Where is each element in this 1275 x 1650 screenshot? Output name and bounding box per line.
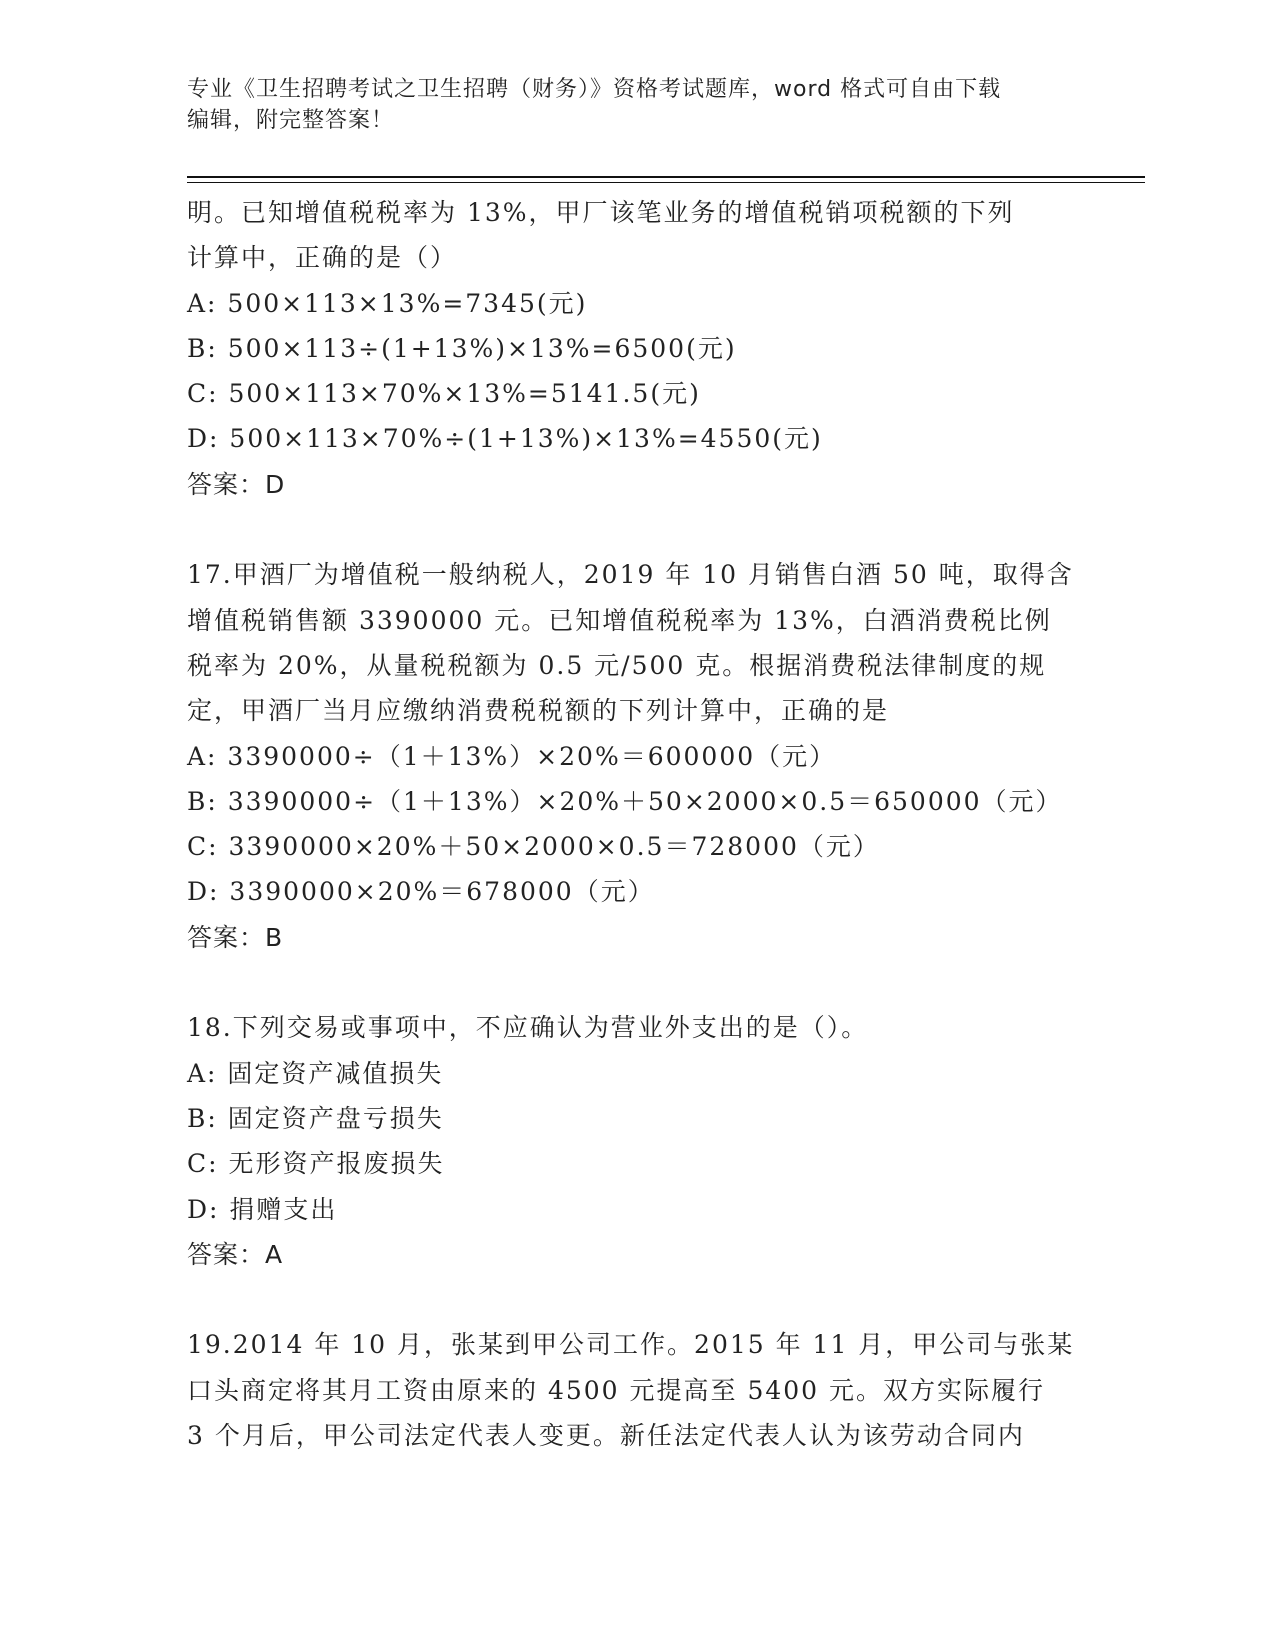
question-17-option-d: D: 3390000×20%＝678000（元）: [187, 877, 655, 907]
question-16-option-b: B: 500×113÷(1+13%)×13%=6500(元): [187, 333, 737, 363]
question-18-answer: 答案：A: [187, 1239, 284, 1269]
header-line: 编辑，附完整答案！: [187, 108, 395, 133]
question-17-option-b: B: 3390000÷（1＋13%）×20%＋50×2000×0.5＝650000（元）: [187, 786, 1063, 816]
question-16-stem: 明。已知增值税税率为 13%，甲厂该笔业务的增值税销项税额的下列: [187, 198, 1015, 227]
question-18-option-c: C: 无形资产报废损失: [187, 1149, 445, 1179]
page-header: [187, 74, 1067, 136]
question-17-stem: 17.甲酒厂为增值税一般纳税人，2019 年 10 月销售白酒 50 吨，取得含: [187, 560, 1074, 590]
spacer: [187, 960, 1087, 1005]
document-body: [187, 190, 1087, 1458]
question-16-option-d: D: 500×113×70%÷(1+13%)×13%=4550(元): [187, 424, 823, 454]
question-19-stem: 3 个月后，甲公司法定代表人变更。新任法定代表人认为该劳动合同内: [187, 1421, 1025, 1451]
question-16-option-a: A: 500×113×13%=7345(元): [187, 288, 588, 318]
question-18-option-a: A: 固定资产减值损失: [187, 1058, 444, 1088]
question-18-option-d: D: 捐赠支出: [187, 1194, 338, 1224]
question-17-stem: 增值税销售额 3390000 元。已知增值税税率为 13%，白酒消费税比例: [187, 605, 1052, 635]
question-16-answer: 答案：D: [187, 469, 286, 499]
question-17-stem: 税率为 20%，从量税税额为 0.5 元/500 克。根据消费税法律制度的规: [187, 650, 1047, 680]
question-18-option-b: B: 固定资产盘亏损失: [187, 1103, 444, 1133]
question-19-stem: 19.2014 年 10 月，张某到甲公司工作。2015 年 11 月，甲公司与张某: [187, 1330, 1075, 1360]
question-19-stem: 口头商定将其月工资由原来的 4500 元提高至 5400 元。双方实际履行: [187, 1375, 1046, 1405]
question-17-option-c: C: 3390000×20%＋50×2000×0.5＝728000（元）: [187, 832, 880, 862]
question-16-option-c: C: 500×113×70%×13%=5141.5(元): [187, 379, 701, 409]
header-line: 专业《卫生招聘考试之卫生招聘（财务）》资格考试题库，word 格式可自由下载: [187, 77, 1002, 102]
question-16-stem: 计算中，正确的是（）: [187, 243, 458, 273]
question-17-option-a: A: 3390000÷（1＋13%）×20%＝600000（元）: [187, 741, 837, 771]
header-rule-thick: [187, 176, 1145, 178]
spacer: [187, 1277, 1087, 1322]
header-rule-thin: [187, 182, 1145, 183]
spacer: [187, 507, 1087, 552]
question-17-answer: 答案：B: [187, 922, 284, 952]
question-18-stem: 18.下列交易或事项中，不应确认为营业外支出的是（）。: [187, 1013, 869, 1043]
question-17-stem: 定，甲酒厂当月应缴纳消费税税额的下列计算中，正确的是: [187, 696, 890, 726]
